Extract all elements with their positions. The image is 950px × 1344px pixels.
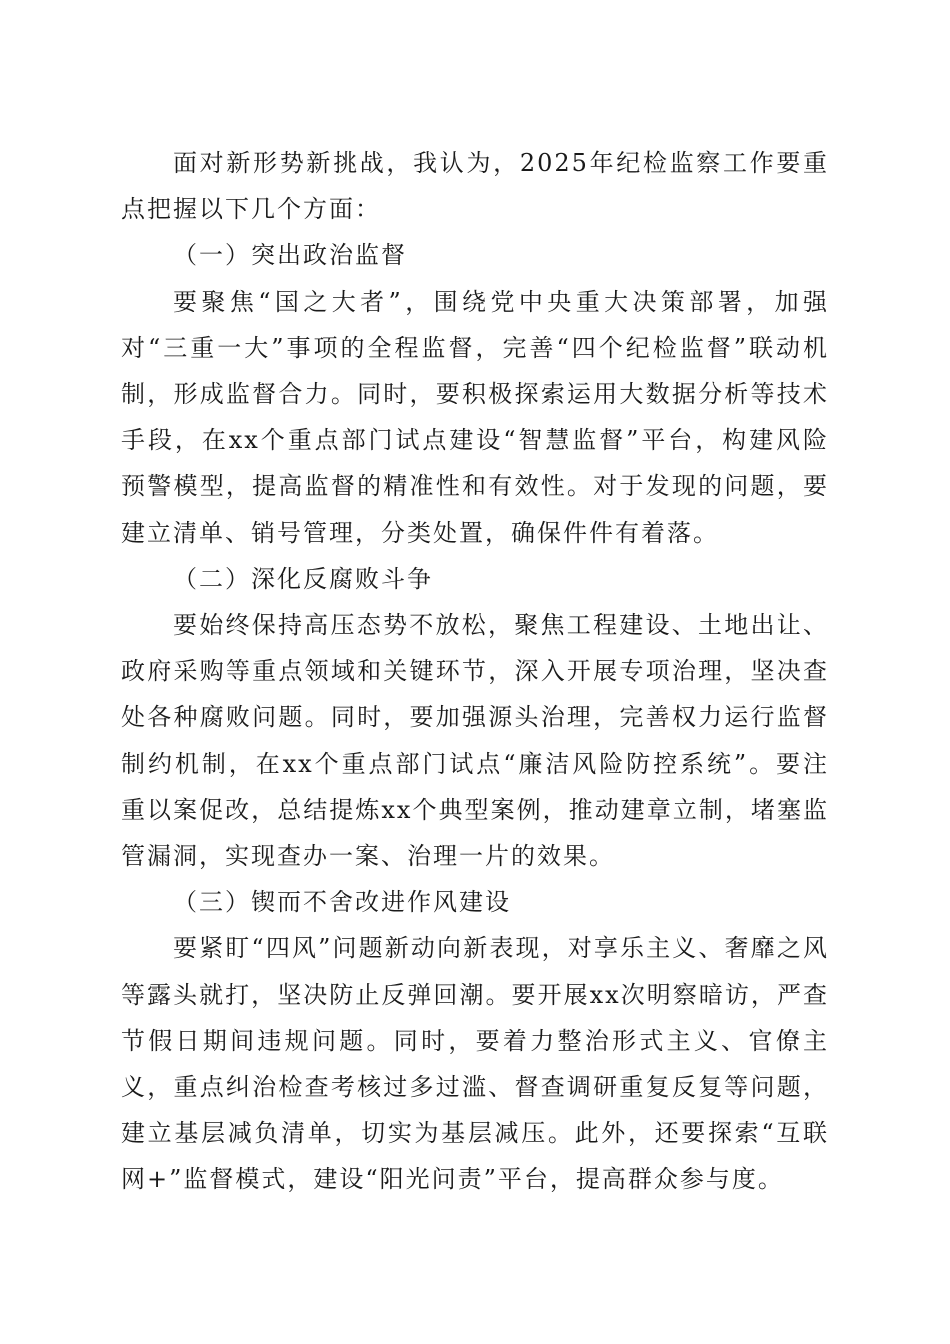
intro-paragraph: 面对新形势新挑战，我认为，2025年纪检监察工作要重点把握以下几个方面：: [121, 149, 829, 224]
section-heading-2: （二）深化反腐败斗争: [173, 564, 433, 593]
section-body-3: 要紧盯“四风”问题新动向新表现，对享乐主义、奢靡之风等露头就打，坚决防止反弹回潮。要开展xx次明察暗访，严查节假日期间违规问题。同时，要着力整治形式主义、官僚主义，重点纠治检查考核过多过滥、督查调研重复反复等问题，建立基层减负清单，切实为基层减压。此外，还要探索“互联网+”监督模式，建设“阳光问责”平台，提高群众参与度。: [121, 934, 829, 1194]
document-body: [121, 140, 829, 1203]
section-body-2: 要始终保持高压态势不放松，聚焦工程建设、土地出让、政府采购等重点领域和关键环节，深入开展专项治理，坚决查处各种腐败问题。同时，要加强源头治理，完善权力运行监督制约机制，在xx个重点部门试点“廉洁风险防控系统”。要注重以案促改，总结提炼xx个典型案例，推动建章立制，堵塞监管漏洞，实现查办一案、治理一片的效果。: [121, 611, 829, 871]
section-body-1: 要聚焦“国之大者”，围绕党中央重大决策部署，加强对“三重一大”事项的全程监督，完善“四个纪检监督”联动机制，形成监督合力。同时，要积极探索运用大数据分析等技术手段，在xx个重点部门试点建设“智慧监督”平台，构建风险预警模型，提高监督的精准性和有效性。对于发现的问题，要建立清单、销号管理，分类处置，确保件件有着落。: [121, 287, 829, 547]
section-heading-3: （三）锲而不舍改进作风建设: [173, 888, 511, 917]
section-heading-1: （一）突出政治监督: [173, 241, 407, 270]
